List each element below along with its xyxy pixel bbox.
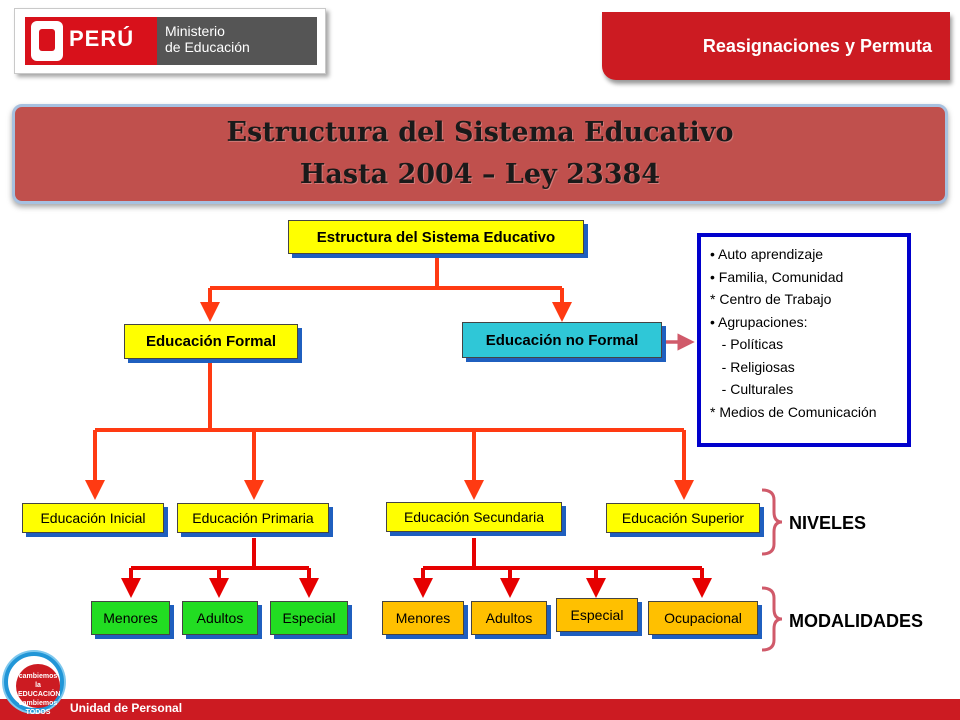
label-modalidades: MODALIDADES xyxy=(789,611,923,631)
modality-primaria-especial: Especial xyxy=(270,601,348,635)
modality-secundaria-menores: Menores xyxy=(382,601,464,635)
list-item: • Agrupaciones: xyxy=(710,313,808,330)
brace-modalidades xyxy=(762,588,782,650)
badge-line: EDUCACIÓN xyxy=(18,691,61,698)
badge-line: TODOS xyxy=(25,709,51,716)
list-item: - Culturales xyxy=(710,381,794,397)
modality-primaria-adultos: Adultos xyxy=(182,601,258,635)
list-item: * Medios de Comunicación xyxy=(710,403,877,420)
level-primaria: Educación Primaria xyxy=(177,503,329,533)
list-item: - Políticas xyxy=(710,336,784,352)
root-node: Estructura del Sistema Educativo xyxy=(288,220,584,254)
node-educacion-formal: Educación Formal xyxy=(124,324,298,359)
footer-bar xyxy=(0,699,960,720)
modality-secundaria-especial: Especial xyxy=(556,598,638,632)
section-tab-title: Reasignaciones y Permuta xyxy=(702,36,932,56)
level-inicial: Educación Inicial xyxy=(22,503,164,533)
brace-niveles xyxy=(762,490,782,554)
list-item: • Familia, Comunidad xyxy=(710,268,844,285)
banner-title-line2: Hasta 2004 – Ley 23384 xyxy=(299,159,661,190)
list-item: • Auto aprendizaje xyxy=(710,246,824,262)
list-item: - Religiosas xyxy=(710,358,795,375)
banner-title-line1: Estructura del Sistema Educativo xyxy=(226,117,734,148)
badge-line: cambiemos xyxy=(18,700,58,707)
list-item: * Centro de Trabajo xyxy=(710,291,832,307)
badge-line: cambiemos la xyxy=(18,673,58,689)
level-superior: Educación Superior xyxy=(606,503,760,533)
level-secundaria: Educación Secundaria xyxy=(386,502,562,532)
modality-secundaria-adultos: Adultos xyxy=(471,601,547,635)
logo-ministry-line2: de Educación xyxy=(165,39,250,55)
label-niveles: NIVELES xyxy=(789,513,867,533)
campaign-badge-text xyxy=(18,672,61,717)
modality-primaria-menores: Menores xyxy=(91,601,170,635)
footer-unit: Unidad de Personal xyxy=(70,701,183,715)
no-formal-list-box xyxy=(697,233,911,447)
node-educacion-no-formal: Educación no Formal xyxy=(462,322,662,358)
logo-country: PERÚ xyxy=(69,26,135,51)
modality-secundaria-ocupacional: Ocupacional xyxy=(648,601,758,635)
logo-ministry-line1: Ministerio xyxy=(165,23,225,39)
